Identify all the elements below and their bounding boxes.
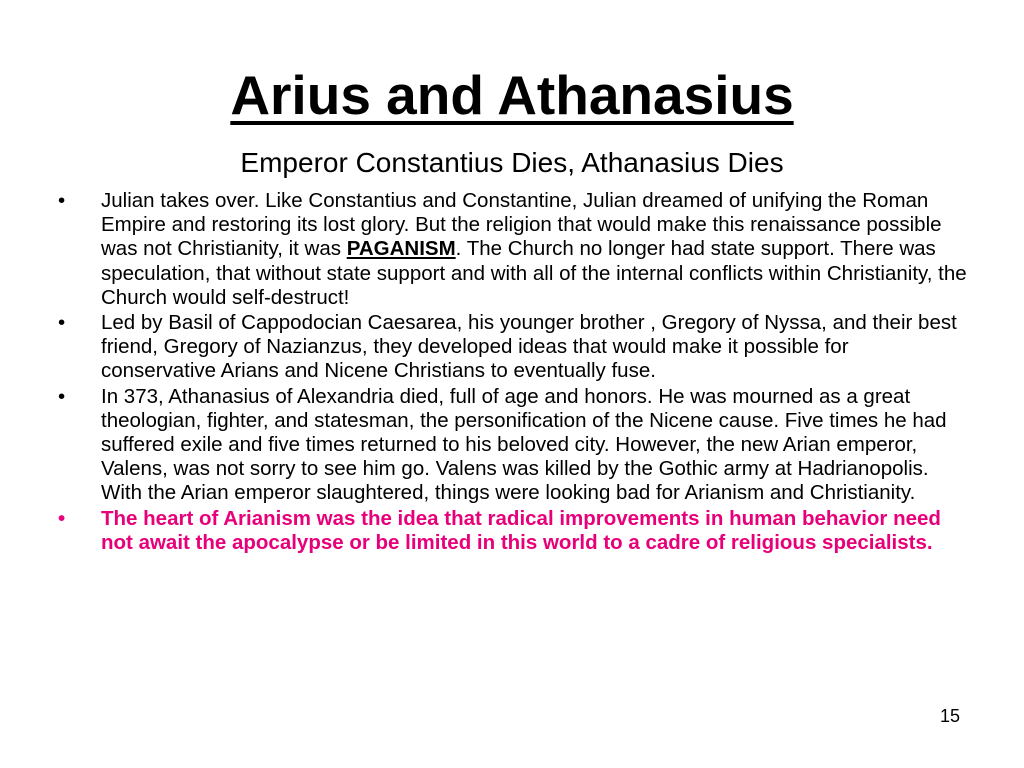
bullet-marker: • — [58, 384, 66, 408]
bullet-marker: • — [58, 311, 66, 335]
slide-title: Arius and Athanasius — [230, 64, 794, 126]
bullet-item-julian — [58, 189, 968, 310]
bullet-item-basil — [58, 311, 968, 384]
bullet-text-athanasius-death: In 373, Athanasius of Alexandria died, full of age and honors. He was mourned as a great theologian, fighter, and statesman, the personification of the Nicene cause. Five times he had suffered exile and five times returned to his beloved city. However, the new Arian emperor, Valens, was not sorry to see him go. Valens was killed by the Gothic army at Hadrianopolis. With the Arian emperor slaughtered, things were looking bad for Arianism and Christianity. — [101, 384, 947, 505]
bullet-text-julian-start: Julian takes over. Like Constantius and Constantine, Julian dreamed of unifying the Roman Empire and restoring its lost glory. But the religion that would make this renaissance possible was not Christianity, it was — [101, 189, 942, 261]
bullet-text-arianism-heart: The heart of Arianism was the idea that radical improvements in human behavior need not await the apocalypse or be limited in this world to a cadre of religious specialists. — [101, 506, 941, 554]
bullet-list — [58, 189, 968, 556]
bullet-marker: • — [58, 506, 66, 530]
bullet-marker: • — [58, 189, 66, 212]
bullet-text-julian-end: . The Church no longer had state support. There was speculation, that without state support and with all of the internal conflicts within Christianity, the Church would self-destruct! — [101, 237, 967, 309]
page-number: 15 — [939, 706, 960, 726]
bullet-item-arianism-heart — [58, 507, 968, 555]
paganism-emphasis: PAGANISM — [346, 237, 456, 261]
bullet-item-athanasius-death — [58, 385, 968, 506]
bullet-text-basil: Led by Basil of Cappodocian Caesarea, his younger brother , Gregory of Nyssa, and their best friend, Gregory of Nazianzus, they developed ideas that would make it possible for conservative Arians and Nicene Christians to eventually fuse. — [101, 311, 957, 383]
slide-subtitle: Emperor Constantius Dies, Athanasius Dies — [240, 147, 784, 178]
